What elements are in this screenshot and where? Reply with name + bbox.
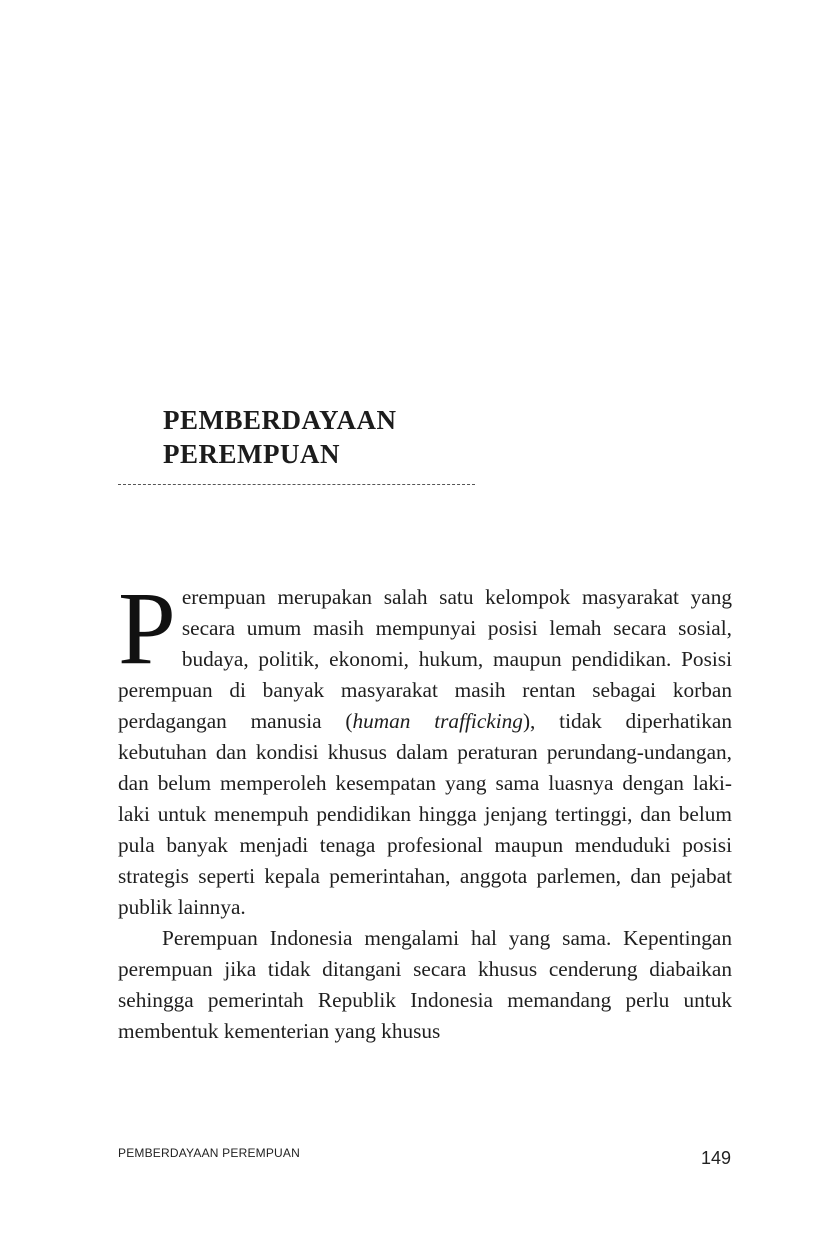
body-text (118, 571, 732, 1047)
paragraph-1 (118, 571, 732, 923)
running-footer-title: PEMBERDAYAAN PEREMPUAN (118, 1146, 300, 1160)
page-number: 149 (700, 1148, 731, 1168)
chapter-title (163, 403, 563, 471)
drop-cap: P (118, 571, 176, 686)
chapter-title-line-1: PEMBERDAYAAN (163, 405, 397, 435)
paragraph-1-text-b: ), tidak diperhatikan kebutuhan dan kondisi khusus dalam peraturan perundang-undangan, dan belum memperoleh kesempatan yang sama luasnya dengan laki-laki untuk menempuh pendidikan hingga jenjang tertinggi, dan belum pula banyak menjadi tenaga profesional maupun menduduki posisi strategis seperti kepala pemerintahan, anggota parlemen, dan pejabat publik lainnya. (118, 709, 732, 919)
paragraph-1-text-a: erempuan merupakan salah satu kelompok masyarakat yang secara umum masih mempunyai posisi lemah secara sosial, budaya, politik, ekonomi, hukum, maupun pendidikan. Posisi perempuan di banyak masyarakat masih rentan sebagai korban perdagangan manusia ( (118, 585, 732, 733)
paragraph-1-italic-term: human trafficking (352, 709, 523, 733)
title-divider (118, 484, 475, 485)
paragraph-2: Perempuan Indonesia mengalami hal yang sama. Kepentingan perempuan jika tidak ditangani secara khusus cenderung diabaikan sehingga pemerintah Republik Indonesia memandang perlu untuk membentuk kementerian yang khusus (118, 926, 732, 1043)
chapter-title-line-2: PEREMPUAN (163, 439, 340, 469)
